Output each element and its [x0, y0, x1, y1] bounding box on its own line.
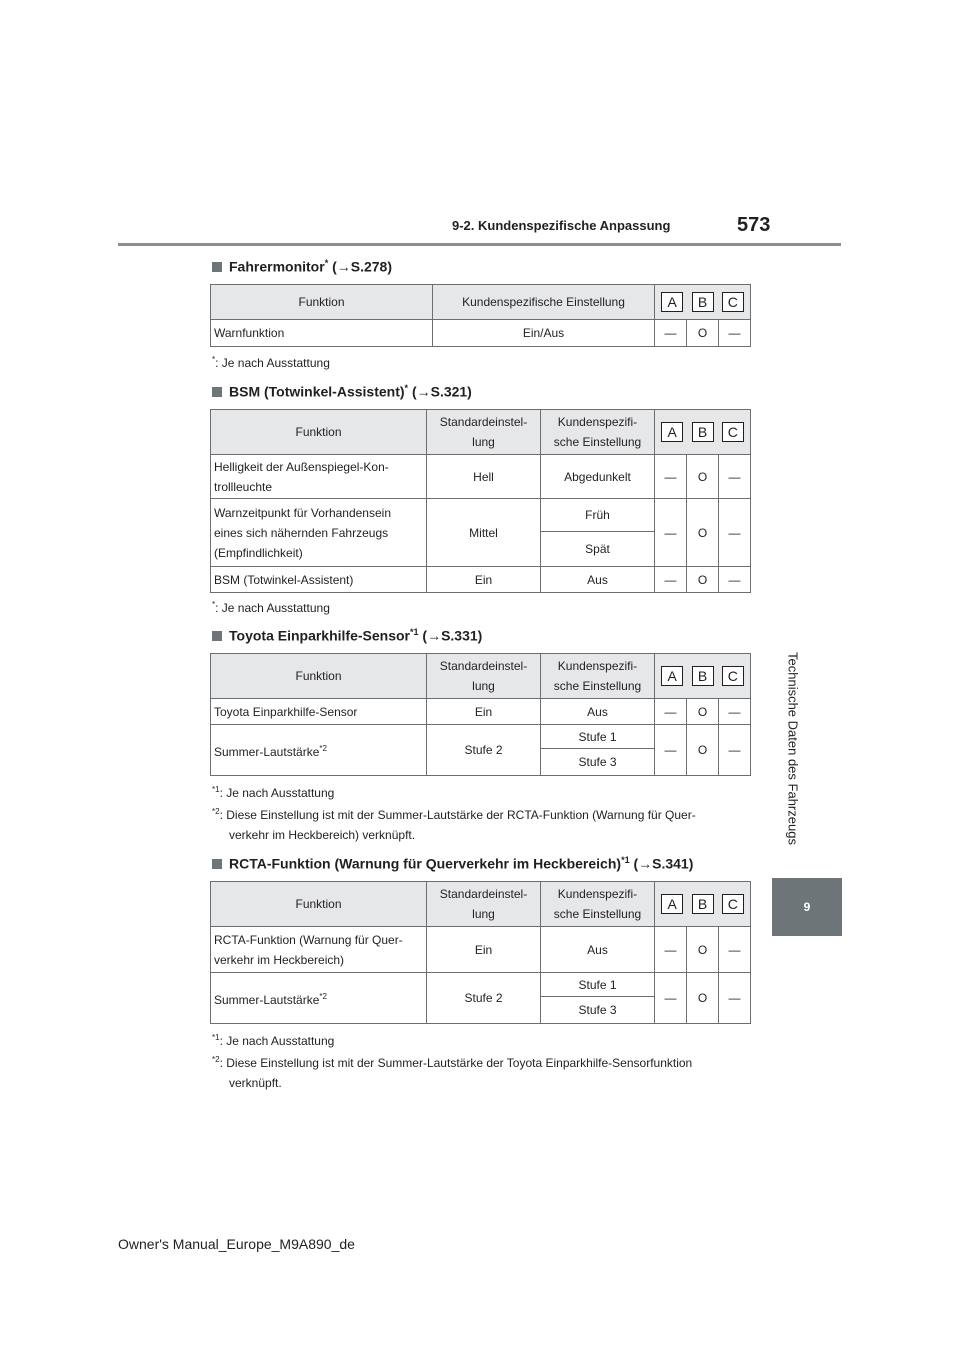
boxed-letter-a: A	[661, 292, 683, 312]
footnote: $^{*2}$: Diese Einstellung ist mit der Summer-Lautstärke der RCTA-Funktion (Warnung für Quer- verkehr im Heckbereich) verknüpft.	[212, 807, 696, 842]
footnote: $^{*2}$: Diese Einstellung ist mit der Summer-Lautstärke der Toyota Einparkhilfe-Sensorfunktion verknüpft.	[212, 1055, 693, 1090]
boxed-letter-c: C	[722, 422, 744, 442]
header-abc	[655, 285, 751, 320]
header-funktion: Funktion	[211, 882, 427, 927]
page-number: 573	[737, 214, 771, 236]
header-abc	[655, 654, 751, 699]
table-bsm	[210, 409, 751, 593]
boxed-letter-a: A	[661, 894, 683, 914]
header-abc	[655, 882, 751, 927]
header-abc	[655, 410, 751, 455]
boxed-letter-b: B	[692, 894, 714, 914]
header-kundenspezifische-einstellung: Kundenspezifi- sche Einstellung	[541, 654, 655, 699]
square-bullet-icon	[212, 262, 222, 272]
chapter-tab: 9	[772, 878, 842, 936]
table-row: Spät	[211, 532, 751, 567]
footnote: *: Je nach Ausstattung	[212, 355, 330, 370]
section-title-rcta: RCTA-Funktion (Warnung für Querverkehr im Heckbereich)$^{*1}$ (→S.341)	[212, 855, 693, 872]
header-kundenspezifische-einstellung: Kundenspezifische Einstellung	[433, 285, 655, 320]
chapter-side-label: Technische Daten des Fahrzeugs	[785, 651, 801, 845]
table-row: Warnfunktion Ein/Aus — O —	[211, 320, 751, 347]
footer-manual-id: Owner's Manual_Europe_M9A890_de	[118, 1236, 355, 1252]
header-funktion: Funktion	[211, 654, 427, 699]
boxed-letter-c: C	[722, 292, 744, 312]
boxed-letter-a: A	[661, 422, 683, 442]
boxed-letter-b: B	[692, 422, 714, 442]
boxed-letter-b: B	[692, 666, 714, 686]
section-header: 9-2. Kundenspezifische Anpassung	[452, 218, 671, 233]
header-standardeinstellung: Standardeinstel- lung	[427, 654, 541, 699]
table-rcta	[210, 881, 751, 1024]
square-bullet-icon	[212, 387, 222, 397]
boxed-letter-c: C	[722, 666, 744, 686]
table-fahrermonitor	[210, 284, 751, 347]
table-row: Toyota Einparkhilfe-Sensor Ein Aus — O —	[211, 699, 751, 725]
footnote: $^{*1}$: Je nach Ausstattung	[212, 1033, 335, 1048]
footnote: $^{*1}$: Je nach Ausstattung	[212, 785, 335, 800]
footnote: *: Je nach Ausstattung	[212, 600, 330, 615]
header-funktion: Funktion	[211, 285, 433, 320]
table-row: Summer-Lautstärke$^{*2}$ Stufe 2 Stufe 1 — O —	[211, 725, 751, 749]
table-row: BSM (Totwinkel-Assistent) Ein Aus — O —	[211, 567, 751, 593]
table-row: Summer-Lautstärke$^{*2}$ Stufe 2 Stufe 1 — O —	[211, 973, 751, 997]
header-standardeinstellung: Standardeinstel- lung	[427, 882, 541, 927]
square-bullet-icon	[212, 859, 222, 869]
square-bullet-icon	[212, 631, 222, 641]
header-funktion: Funktion	[211, 410, 427, 455]
table-row: Warnzeitpunkt für Vorhandensein eines sich nähernden Fahrzeugs (Empfindlichkeit) Mittel Früh — O —	[211, 499, 751, 532]
table-row: Helligkeit der Außenspiegel-Kon- trollleuchte Hell Abgedunkelt — O —	[211, 455, 751, 499]
header-standardeinstellung: Standardeinstel- lung	[427, 410, 541, 455]
table-row: Stufe 3	[211, 749, 751, 776]
section-title-bsm: BSM (Totwinkel-Assistent)* (→S.321)	[212, 383, 472, 400]
table-einparkhilfe	[210, 653, 751, 776]
header-kundenspezifische-einstellung: Kundenspezifi- sche Einstellung	[541, 882, 655, 927]
boxed-letter-c: C	[722, 894, 744, 914]
header-kundenspezifische-einstellung: Kundenspezifi- sche Einstellung	[541, 410, 655, 455]
table-row: RCTA-Funktion (Warnung für Quer- verkehr im Heckbereich) Ein Aus — O —	[211, 927, 751, 973]
section-title-fahrermonitor: Fahrermonitor* (→S.278)	[212, 258, 392, 275]
boxed-letter-b: B	[692, 292, 714, 312]
table-row: Stufe 3	[211, 997, 751, 1024]
boxed-letter-a: A	[661, 666, 683, 686]
header-rule	[118, 243, 841, 246]
section-title-einparkhilfe: Toyota Einparkhilfe-Sensor$^{*1}$ (→S.331)	[212, 627, 482, 644]
